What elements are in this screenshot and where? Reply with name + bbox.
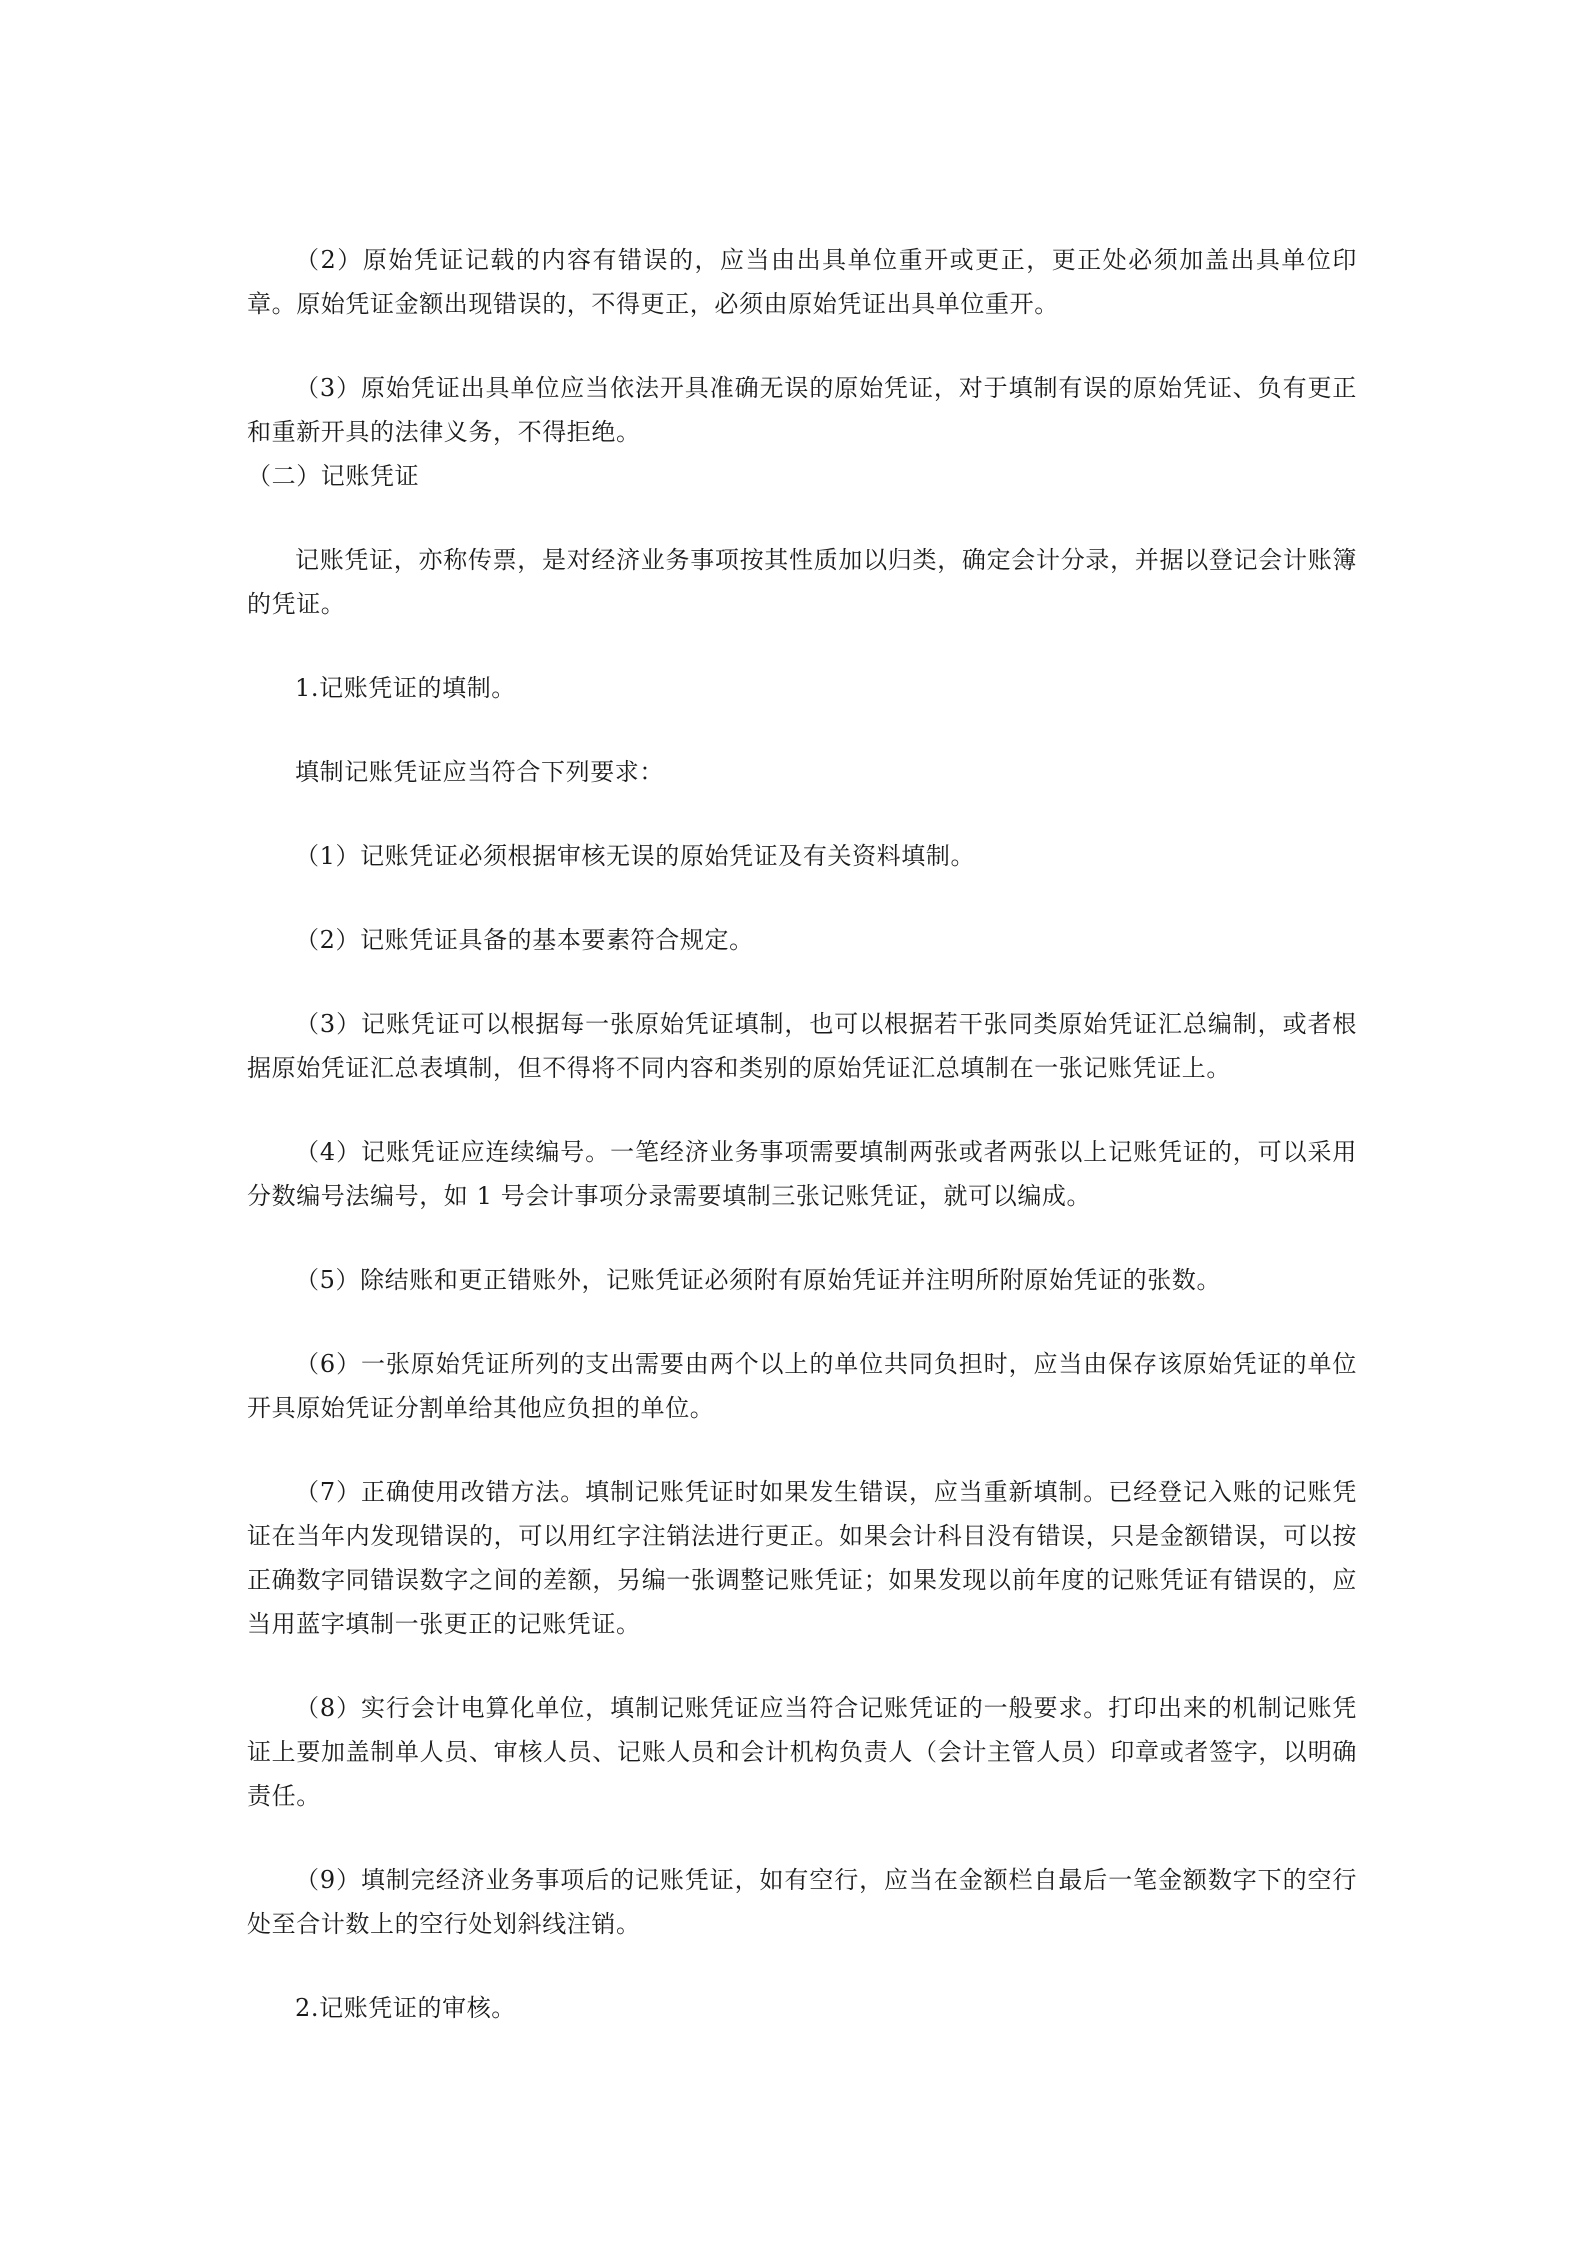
list-item-requirement-3: （3）记账凭证可以根据每一张原始凭证填制，也可以根据若干张同类原始凭证汇总编制，或者根据原始凭证汇总表填制，但不得将不同内容和类别的原始凭证汇总填制在一张记账凭证上。 xyxy=(247,1010,1357,1082)
document-body xyxy=(247,238,1357,2030)
list-item-requirement-4: （4）记账凭证应连续编号。一笔经济业务事项需要填制两张或者两张以上记账凭证的，可以采用分数编号法编号，如 1 号会计事项分录需要填制三张记账凭证，就可以编成。 xyxy=(247,1138,1357,1210)
subheading-voucher-preparation: 1.记账凭证的填制。 xyxy=(295,674,516,702)
list-item-requirement-7: （7）正确使用改错方法。填制记账凭证时如果发生错误，应当重新填制。已经登记入账的记账凭证在当年内发现错误的，可以用红字注销法进行更正。如果会计科目没有错误，只是金额错误，可以按正确数字同错误数字之间的差额，另编一张调整记账凭证；如果发现以前年度的记账凭证有错误的，应当用蓝字填制一张更正的记账凭证。 xyxy=(247,1478,1357,1638)
paragraph-issuer-obligation: （3）原始凭证出具单位应当依法开具准确无误的原始凭证，对于填制有误的原始凭证、负有更正和重新开具的法律义务，不得拒绝。 xyxy=(247,374,1357,446)
list-item-requirement-2: （2）记账凭证具备的基本要素符合规定。 xyxy=(295,926,754,954)
section-heading-bookkeeping-voucher: （二）记账凭证 xyxy=(247,462,420,490)
list-item-requirement-6: （6）一张原始凭证所列的支出需要由两个以上的单位共同负担时，应当由保存该原始凭证的单位开具原始凭证分割单给其他应负担的单位。 xyxy=(247,1350,1357,1422)
paragraph-requirements-intro: 填制记账凭证应当符合下列要求： xyxy=(295,758,664,786)
paragraph-original-voucher-error: （2）原始凭证记载的内容有错误的，应当由出具单位重开或更正，更正处必须加盖出具单位印章。原始凭证金额出现错误的，不得更正，必须由原始凭证出具单位重开。 xyxy=(247,246,1357,318)
paragraph-voucher-definition: 记账凭证，亦称传票，是对经济业务事项按其性质加以归类，确定会计分录，并据以登记会计账簿的凭证。 xyxy=(247,546,1357,618)
list-item-requirement-8: （8）实行会计电算化单位，填制记账凭证应当符合记账凭证的一般要求。打印出来的机制记账凭证上要加盖制单人员、审核人员、记账人员和会计机构负责人（会计主管人员）印章或者签字，以明确责任。 xyxy=(247,1694,1357,1810)
list-item-requirement-5: （5）除结账和更正错账外，记账凭证必须附有原始凭证并注明所附原始凭证的张数。 xyxy=(295,1266,1222,1294)
subheading-voucher-review: 2.记账凭证的审核。 xyxy=(295,1994,516,2022)
list-item-requirement-1: （1）记账凭证必须根据审核无误的原始凭证及有关资料填制。 xyxy=(295,842,976,870)
list-item-requirement-9: （9）填制完经济业务事项后的记账凭证，如有空行，应当在金额栏自最后一笔金额数字下的空行处至合计数上的空行处划斜线注销。 xyxy=(247,1866,1357,1938)
